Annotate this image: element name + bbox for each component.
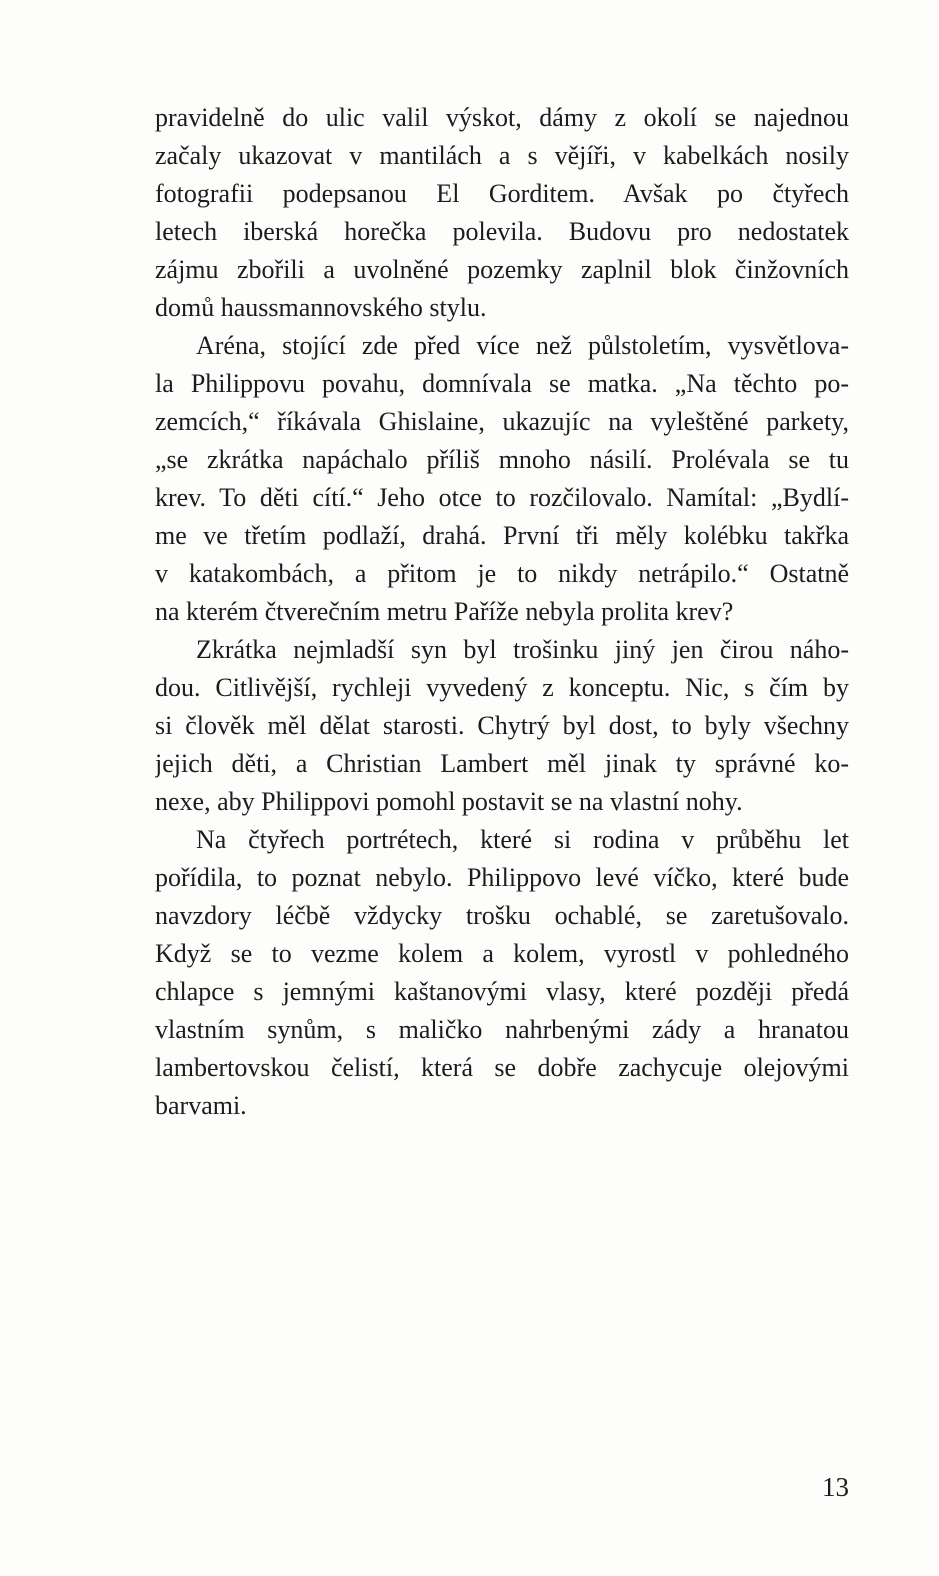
paragraph — [155, 99, 849, 327]
text-line: vlastním synům, s maličko nahrbenými zády a hranatou — [155, 1015, 849, 1044]
text-line: domů haussmannovského stylu. — [155, 293, 487, 322]
text-line: zájmu zbořili a uvolněné pozemky zaplnil blok činžovních — [155, 255, 849, 284]
text-line: jejich děti, a Christian Lambert měl jinak ty správné ko- — [155, 749, 849, 778]
text-line: navzdory léčbě vždycky trošku ochablé, se zaretušovalo. — [155, 901, 849, 930]
text-line: pravidelně do ulic valil výskot, dámy z okolí se najednou — [155, 103, 849, 132]
text-line: fotografii podepsanou El Gorditem. Avšak po čtyřech — [155, 179, 849, 208]
text-line: Když se to vezme kolem a kolem, vyrostl v pohledného — [155, 939, 849, 968]
text-line: Aréna, stojící zde před více než půlstoletím, vysvětlova- — [196, 331, 849, 360]
text-line: la Philippovu povahu, domnívala se matka. „Na těchto po- — [155, 369, 849, 398]
text-line: barvami. — [155, 1091, 247, 1120]
text-line: na kterém čtverečním metru Paříže nebyla prolita krev? — [155, 597, 734, 626]
paragraph — [155, 631, 849, 821]
page-number: 13 — [822, 1472, 849, 1502]
text-line: začaly ukazovat v mantilách a s vějíři, v kabelkách nosily — [155, 141, 849, 170]
text-line: letech iberská horečka polevila. Budovu pro nedostatek — [155, 217, 849, 246]
text-line: nexe, aby Philippovi pomohl postavit se na vlastní nohy. — [155, 787, 743, 816]
text-line: dou. Citlivější, rychleji vyvedený z konceptu. Nic, s čím by — [155, 673, 849, 702]
text-line: Zkrátka nejmladší syn byl trošinku jiný jen čirou náho- — [196, 635, 849, 664]
text-line: krev. To děti cítí.“ Jeho otce to rozčilovalo. Namítal: „Bydlí- — [155, 483, 849, 512]
text-line: chlapce s jemnými kaštanovými vlasy, které později předá — [155, 977, 849, 1006]
body-text — [155, 99, 849, 1125]
text-line: zemcích,“ říkávala Ghislaine, ukazujíc na vyleštěné parkety, — [155, 407, 849, 436]
text-line: me ve třetím podlaží, drahá. První tři měly kolébku takřka — [155, 521, 849, 550]
text-line: pořídila, to poznat nebylo. Philippovo levé víčko, které bude — [155, 863, 849, 892]
text-line: si člověk měl dělat starosti. Chytrý byl dost, to byly všechny — [155, 711, 849, 740]
text-line: Na čtyřech portrétech, které si rodina v průběhu let — [196, 825, 849, 854]
text-line: v katakombách, a přitom je to nikdy netrápilo.“ Ostatně — [155, 559, 849, 588]
text-line: lambertovskou čelistí, která se dobře zachycuje olejovými — [155, 1053, 849, 1082]
paragraph — [155, 327, 849, 631]
text-line: „se zkrátka napáchalo příliš mnoho násilí. Prolévala se tu — [155, 445, 849, 474]
paragraph — [155, 821, 849, 1125]
